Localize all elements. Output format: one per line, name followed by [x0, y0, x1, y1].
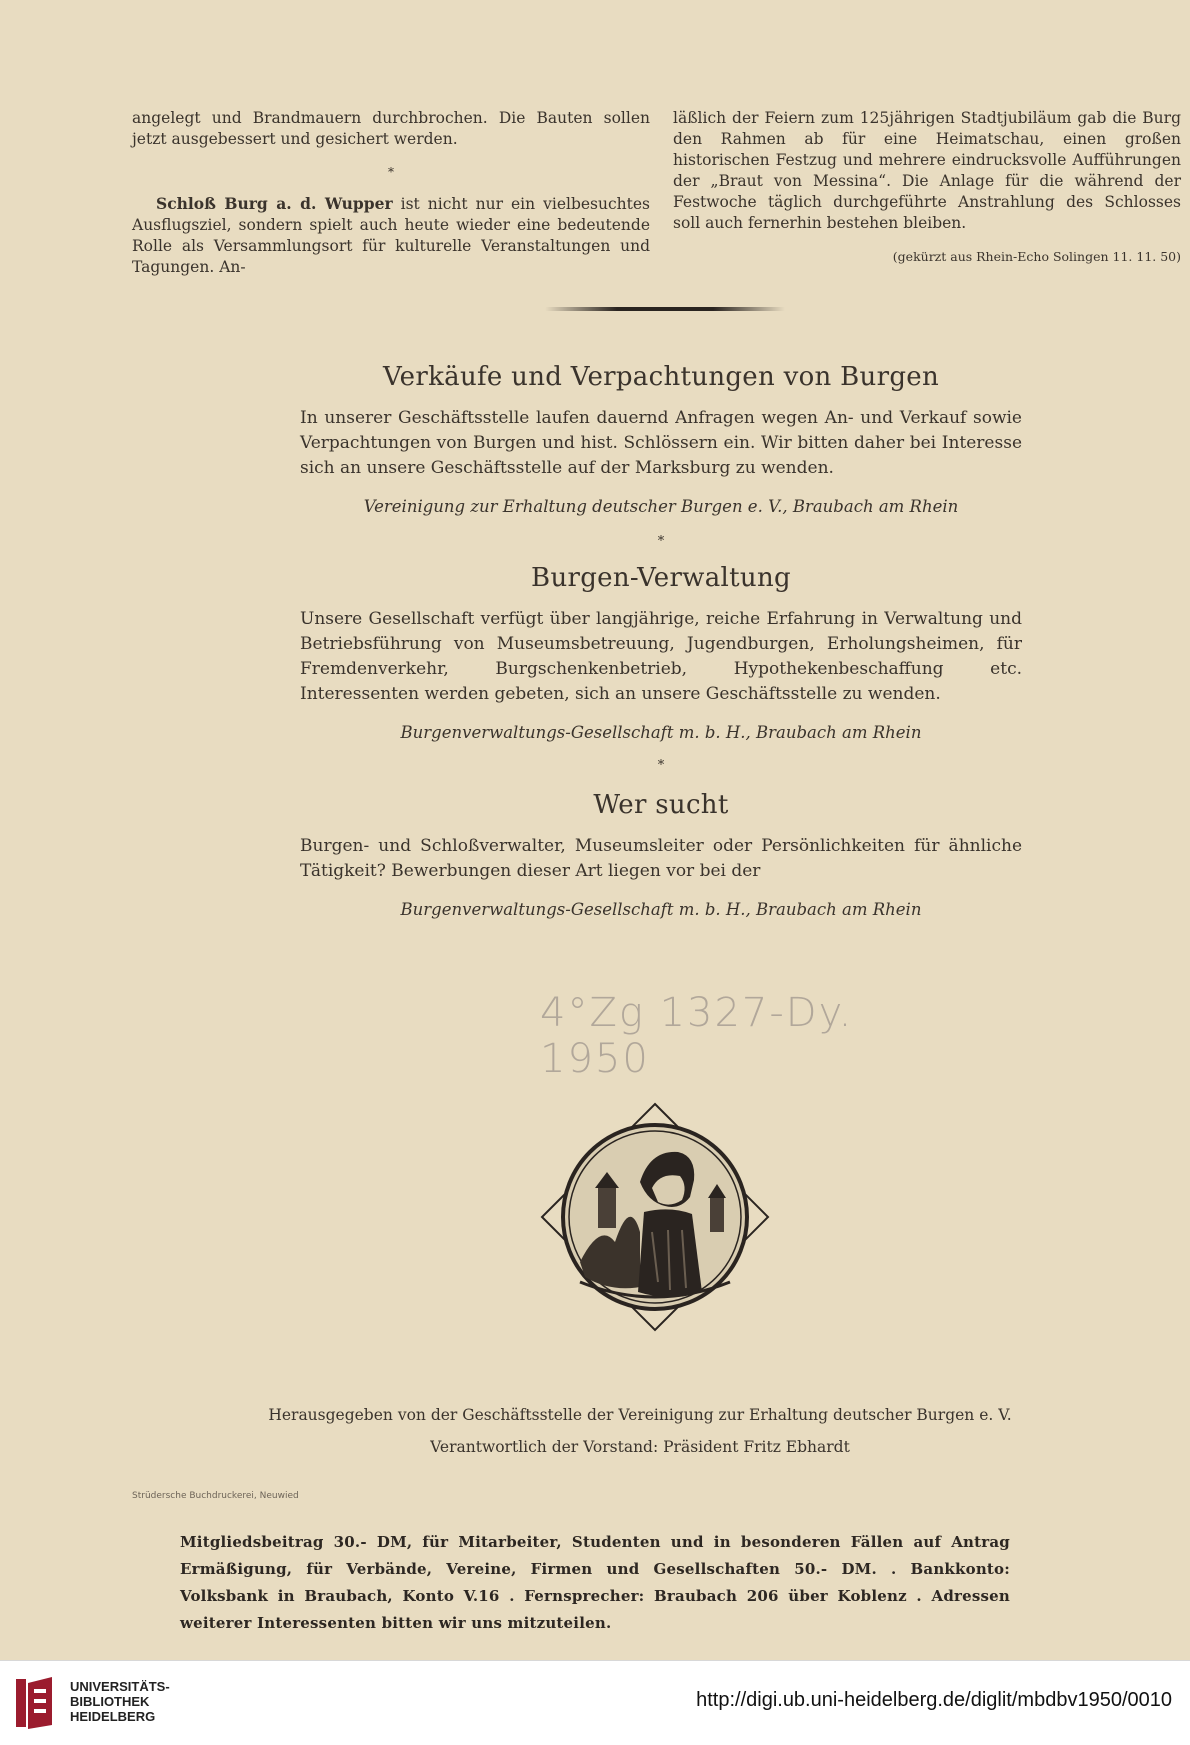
- printer-credit: Strüdersche Buchdruckerei, Neuwied: [132, 1491, 299, 1501]
- asterisk-separator: *: [657, 534, 665, 549]
- imprint-line-1: Herausgegeben von der Geschäftsstelle der Vereinigung zur Erhaltung deutscher Burgen e. V.: [268, 1406, 1012, 1424]
- section-body: Burgen- und Schloßverwalter, Museumsleiter oder Persönlichkeiten für ähnliche Tätigkeit? Bewerbungen dieser Art liegen vor bei der: [300, 836, 1022, 881]
- library-name-line-2: BIBLIOTHEK: [70, 1694, 150, 1709]
- section-body: Unsere Gesellschaft verfügt über langjährige, reiche Erfahrung in Verwaltung und Betriebsführung von Museumsbetreuung, Jugendburgen, Erholungsheimen, für Fremdenverkehr, Burgschenkenbetrieb, Hypothekenbeschaffung etc. Interessenten werden gebeten, sich an unsere Geschäftsstelle zu wenden.: [300, 609, 1022, 704]
- library-name-line-3: HEIDELBERG: [70, 1709, 156, 1724]
- imprint-line-2: Verantwortlich der Vorstand: Präsident Fritz Ebhardt: [430, 1438, 850, 1456]
- section-signature: Burgenverwaltungs-Gesellschaft m. b. H., Braubach am Rhein: [400, 723, 922, 742]
- section-wer-sucht: [300, 790, 1022, 919]
- section-signature: Burgenverwaltungs-Gesellschaft m. b. H., Braubach am Rhein: [400, 900, 922, 919]
- top-left-column: [132, 108, 650, 278]
- section-title: Verkäufe und Verpachtungen von Burgen: [382, 362, 940, 392]
- membership-notice: Mitgliedsbeitrag 30.- DM, für Mitarbeiter, Studenten und in besonderen Fällen auf Antrag Ermäßigung, für Verbände, Vereine, Firmen und Gesellschaften 50.- DM. . Bankkonto: Volksbank in Braubach, Konto V.16 . Fernsprecher: Braubach 206 über Koblenz . Adressen weiterer Interessenten bitten wir uns mitzuteilen.: [180, 1533, 1010, 1632]
- library-name: [70, 1679, 170, 1724]
- round-emblem-illustration: [540, 1102, 770, 1336]
- source-note: (gekürzt aus Rhein-Echo Solingen 11. 11. 50): [892, 249, 1181, 264]
- university-library-logo-icon[interactable]: [14, 1675, 62, 1735]
- schloss-burg-name: Schloß Burg a. d. Wupper: [156, 194, 393, 213]
- section-body: In unserer Geschäftsstelle laufen dauernd Anfragen wegen An- und Verkauf sowie Verpachtungen von Burgen und hist. Schlössern ein. Wir bitten daher bei Interesse sich an unsere Geschäftsstelle auf der Marksburg zu wenden.: [300, 408, 1022, 478]
- asterisk-separator: *: [657, 758, 665, 773]
- pencil-shelfmark-note: 4°Zg 1327-Dy. 1950: [540, 990, 854, 1082]
- digital-copy-url-link[interactable]: http://digi.ub.uni-heidelberg.de/diglit/mbdbv1950/0010: [696, 1689, 1172, 1711]
- section-title: Burgen-Verwaltung: [531, 563, 791, 593]
- left-paragraph-1: angelegt und Brandmauern durchbrochen. Die Bauten sollen jetzt ausgebessert und gesichert werden.: [132, 109, 650, 148]
- left-paragraph-2: [132, 193, 650, 278]
- top-right-column: [673, 108, 1181, 267]
- asterisk-separator: *: [388, 165, 394, 179]
- left-paragraph-2-text: ist nicht nur ein vielbesuchtes Ausflugsziel, sondern spielt auch heute wieder eine bedeutende Rolle als Versammlungsort für kulturelle Veranstaltungen und Tagungen. An-: [132, 195, 650, 276]
- section-verkaeufe: [300, 362, 1022, 557]
- library-footer-bar: [0, 1660, 1190, 1745]
- section-burgen-verwaltung: [300, 563, 1022, 781]
- library-name-line-1: UNIVERSITÄTS-: [70, 1679, 170, 1694]
- section-title: Wer sucht: [593, 790, 729, 820]
- right-paragraph-1: läßlich der Feiern zum 125jährigen Stadtjubiläum gab die Burg den Rahmen ab für eine Heimatschau, einen großen historischen Festzug und mehrere eindrucksvolle Aufführungen der „Braut von Messina“. Die Anlage für die während der Festwoche täglich durchgeführte Anstrahlung des Schlosses soll auch fernerhin bestehen bleiben.: [673, 109, 1181, 232]
- section-signature: Vereinigung zur Erhaltung deutscher Burgen e. V., Braubach am Rhein: [363, 497, 959, 516]
- section-divider: [545, 307, 785, 311]
